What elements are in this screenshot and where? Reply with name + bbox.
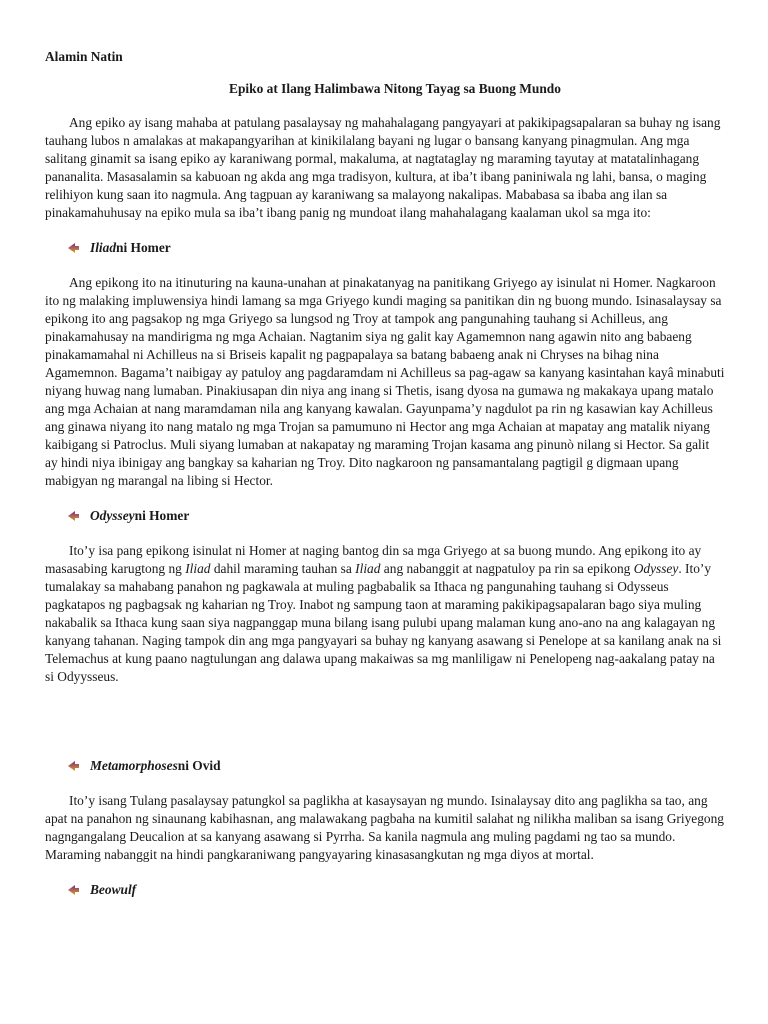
epic-title: Odyssey xyxy=(90,508,135,523)
epic-author: ni Homer xyxy=(134,508,190,523)
spacer xyxy=(45,686,725,740)
intro-paragraph: Ang epiko ay isang mahaba at patulang pasalaysay ng mahahalagang pangyayari at pakikipagsapalaran sa buhay ng isang tauhang lubos n amalakas at makapangyarihan at kinikilalang bayani ng lugar o bansang kanyang pinagmulan. Ang mga salitang ginamit sa isang epiko ay karaniwang pormal, makaluma, at nagtataglay ng maraming tayutay at matatalinhagang pananalita. Masasalamin sa kabuoan ng akda ang mga tradisyon, kultura, at iba’t ibang paniniwala ng lahi, bansa, o maging relihiyon kung saan ito nagmula. Ang tagpuan ay karaniwang sa malayong nakalipas. Mababasa sa ibaba ang ilan sa pinakamahuhusay na epiko mula sa iba’t ibang panig ng mundoat ilang mahahalagang kaalaman ukol sa mga ito: xyxy=(45,115,721,220)
document-title: Epiko at Ilang Halimbawa Nitong Tayag sa Buong Mundo xyxy=(229,81,561,96)
epic-title: Metamorphoses xyxy=(90,758,178,773)
epic-title: Iliad xyxy=(90,240,117,255)
arrow-bullet-icon xyxy=(67,242,80,254)
epic-title: Beowulf xyxy=(90,882,137,897)
text-run: . Ito’y tumalakay sa mahabang panahon ng pagkawala at muling pagbabalik sa Ithaca ng pangunahing tauhang si Odysseus pagkatapos ng pagbagsak ng kaharian ng Troy. Inabot ng sampung taon at maraming pakikipagsapalaran bago siya muling nakabalik sa Ithaca kung saan siya nagpanggap muna bilang isang pulubi upang malaman kung ano-ano na ang kalagayan ng kanyang tahanan. Naging tampok din ang mga pangyayari sa buhay ng kanyang asawang si Penelope at sa kanilang anak na si Telemachus at kung paano nagtulungan ang dalawa upang makaiwas sa mg manliligaw ni Penelopeng nag-aakalang patay na si Odyysseus. xyxy=(45,561,722,684)
text-run: ang nabanggit at nagpatuloy pa rin sa epikong xyxy=(380,561,634,576)
epic-author: ni Homer xyxy=(116,240,171,255)
metamorphoses-paragraph: Ito’y isang Tulang pasalaysay patungkol sa paglikha at kasaysayan ng mundo. Isinalaysay dito ang paglikha sa tao, ang apat na panahon ng sinaunang kabihasnan, ang malawakang pagbaha na kumitil salahat ng nilikha maliban sa isang Griyegong nagngangalang Deucalion at sa kanyang asawang si Pyrrha. Sa kanila nagmula ang muling pagdami ng tao sa mundo. Maraming nabanggit na hindi pangkaraniwang pangyayaring kinasasangkutan ng mga diyos at mortal. xyxy=(45,793,725,862)
arrow-bullet-icon xyxy=(67,760,80,772)
iliad-paragraph: Ang epikong ito na itinuturing na kauna-unahan at pinakatanyag na panitikang Griyego ay isinulat ni Homer. Nagkaroon ito ng malaking impluwensiya hindi lamang sa mga Griyego kundi maging sa panitikan din ng buong mundo. Isinasalaysay sa epikong ito ang pagsakop ng mga Griyego sa lungsod ng Troy at tampok ang pangunahing tauhang si Achilleus, ang pinakamahusay na mandirigma ng mga Achaian. Nagtanim siya ng galit kay Agamemnon nang agawin nito ang babaeng pinakamamahal ni Achilleus na si Briseis kapalit ng pagpapalaya sa batang babaeng anak ni Chryses na bihag nina Agamemnon. Bagama’t naibigay ay patuloy ang pagdaramdam ni Achilleus sa pag-agaw sa kanyang kasintahan kayâ minabuti niyang huwag nang lumaban. Pinakiusapan din niya ang inang si Thetis, isang dyosa na gumawa ng makakaya upang matalo ang mga Achaian at nang maramdaman nila ang kanyang kawalan. Gayunpama’y nagdulot pa rin ng kasawian kay Achilleus ang ginawa niyang ito nang matalo ng mga Trojan sa pamumuno ni Hector ang mga Achaian at mapatay ang matalik niyang kaibigang si Patroclus. Muli siyang lumaban at nakapatay ng maraming Trojan kasama ang pinunò nilang si Hector. Sa galit ay hindi niya ibinigay ang bangkay sa kaharian ng Troy. Dito nagkaroon ng pansamantalang pagtigil g digmaan upang mabigyan ng marangal na libing si Hector. xyxy=(45,275,725,488)
arrow-bullet-icon xyxy=(67,510,80,522)
document-page xyxy=(45,48,725,916)
epic-heading-metamorphoses xyxy=(67,757,725,775)
italic-title: Iliad xyxy=(185,561,211,576)
italic-title: Iliad xyxy=(355,561,381,576)
arrow-bullet-icon xyxy=(67,884,80,896)
italic-title: Odyssey xyxy=(633,561,679,576)
odyssey-paragraph xyxy=(45,542,725,686)
epic-heading-odyssey xyxy=(67,507,725,525)
text-run: dahil maraming tauhan sa xyxy=(210,561,356,576)
text-run: Ito’y isa pang epikong isinulat ni Homer at naging bantog din sa mga Griyego at sa buong mundo. Ang epikong ito ay masasabing karugtong ng xyxy=(45,543,702,576)
epic-author: ni Ovid xyxy=(177,758,221,773)
epic-heading-iliad xyxy=(67,239,725,257)
epic-heading-beowulf xyxy=(67,881,725,899)
section-kicker: Alamin Natin xyxy=(45,49,123,64)
